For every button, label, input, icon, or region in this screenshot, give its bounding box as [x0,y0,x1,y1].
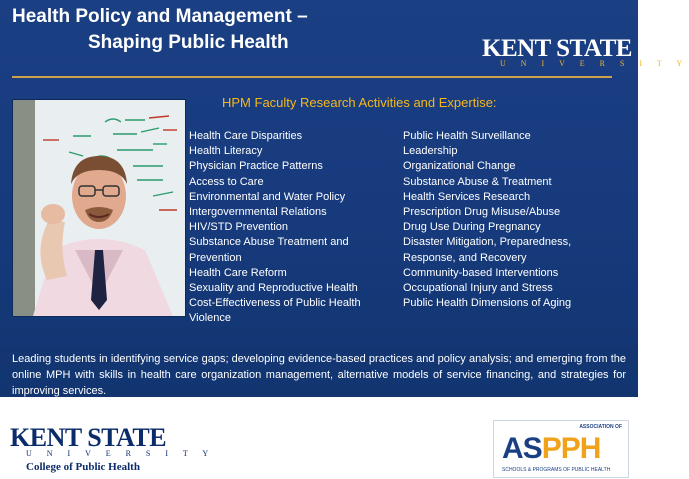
research-item: Occupational Injury and Stress [403,282,553,295]
research-item: Sexuality and Reproductive Health [189,282,358,295]
research-item: Health Care Disparities [189,130,303,142]
university-subtext: U N I V E R S I T Y [26,449,215,458]
research-item: Violence [189,312,231,325]
photo-illustration [13,100,185,316]
slide-title [12,4,308,56]
kent-state-logo-top [482,33,689,69]
aspph-word-pph: PPH [541,432,601,465]
aspph-assoc-text: ASSOCIATION OF [579,424,622,430]
research-item: Substance Abuse & Treatment [403,175,552,188]
research-item: Health Literacy [189,145,263,158]
research-item: Prescription Drug Misuse/Abuse [403,206,561,219]
research-item: Response, and Recovery [403,251,527,264]
title-line-1: Health Policy and Management – [12,6,308,27]
research-item: HIV/STD Prevention [189,221,289,234]
research-item: Access to Care [189,175,264,188]
research-item: Disaster Mitigation, Preparedness, [403,236,572,249]
kent-state-logo-bottom [10,423,215,475]
aspph-logo [493,420,629,478]
title-line-2: Shaping Public Health [88,32,289,53]
university-subtext: U N I V E R S I T Y [500,59,689,68]
research-item: Public Health Dimensions of Aging [403,297,572,310]
aspph-wordmark [502,433,600,465]
college-name: College of Public Health [26,461,140,473]
research-heading: HPM Faculty Research Activities and Expertise: [222,95,497,110]
aspph-word-as: AS [502,432,542,465]
research-item: Leadership [403,145,458,158]
research-item: Intergovernmental Relations [189,206,327,219]
kent-state-wordmark: KENT STATE [482,35,632,62]
title-divider [12,76,612,78]
research-item: Substance Abuse Treatment and [189,236,349,249]
research-item: Health Care Reform [189,266,287,279]
research-item: Organizational Change [403,160,516,173]
research-item: Cost-Effectiveness of Public Health [189,297,361,310]
research-item: Drug Use During Pregnancy [403,221,541,234]
research-item: Health Services Research [403,190,531,203]
research-item: Environmental and Water Policy [189,190,346,203]
aspph-tagline: SCHOOLS & PROGRAMS OF PUBLIC HEALTH [502,467,611,473]
footer [0,397,638,479]
research-list-left [189,129,389,327]
research-item: Physician Practice Patterns [189,160,323,173]
program-description: Leading students in identifying service gaps; developing evidence-based practices and policy analysis; and emerging from the online MPH with skills in health care organization management, alternative models of service financing, and strategies for improving services. [12,353,626,397]
research-item: Public Health Surveillance [403,130,531,142]
kent-state-wordmark: KENT STATE [10,423,167,452]
research-item: Community-based Interventions [403,266,559,279]
research-list-right [403,129,623,311]
faculty-photo [12,99,186,317]
research-item: Prevention [189,251,242,264]
